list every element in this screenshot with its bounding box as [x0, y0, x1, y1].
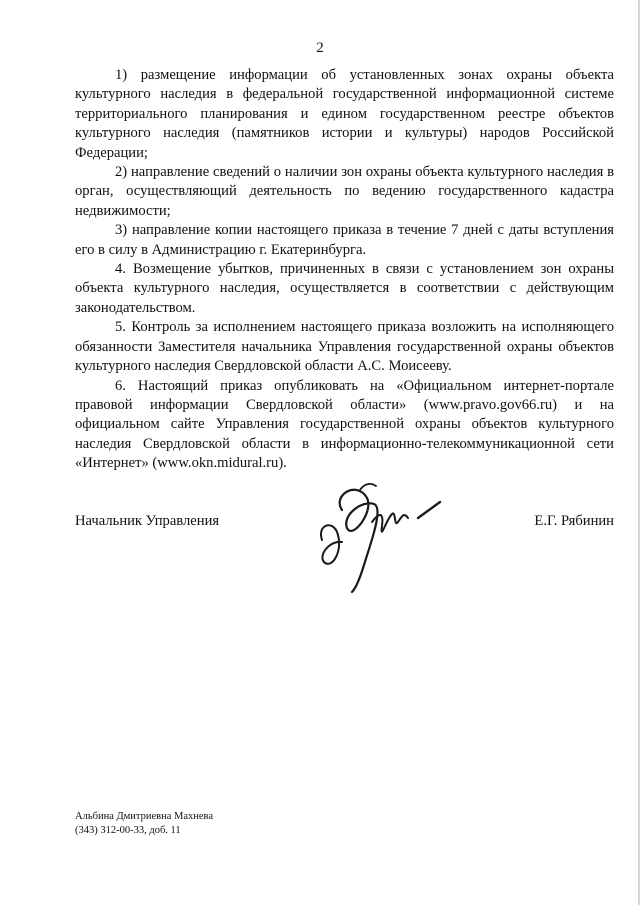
paragraph-item-2: 2) направление сведений о наличии зон охраны объекта культурного наследия в орган, осуществляющий деятельность по ведению государственного кадастра недвижимости; — [75, 164, 614, 219]
handwritten-signature — [312, 470, 452, 600]
paragraph-5-control: 5. Контроль за исполнением настоящего приказа возложить на исполняющего обязанности Заместителя начальника Управления государственной охраны объектов культурного наследия Свердловской области А.С. Моисееву. — [75, 319, 614, 375]
paragraph-6-publication: 6. Настоящий приказ опубликовать на «Официальном интернет-портале правовой информации Свердловской области» (www.pravo.gov66.ru) и на официальном сайте Управления государственной охраны объектов культурного наследия Свердловской области в информационно-телекоммуникационной сети «Интернет» (www.okn.midural.ru). — [75, 377, 614, 472]
page-number: 2 — [316, 40, 324, 56]
signer-name: Е.Г. Рябинин — [534, 513, 614, 529]
contact-info — [75, 810, 213, 837]
paragraph-item-3: 3) направление копии настоящего приказа в течение 7 дней с даты вступления его в силу в Администрацию г. Екатеринбурга. — [75, 222, 614, 258]
contact-person: Альбина Дмитриевна Махнева — [75, 811, 214, 822]
paragraph-4-compensation: 4. Возмещение убытков, причиненных в связи с установлением зон охраны объекта культурного наследия, осуществляется в соответствии с действующим законодательством. — [75, 261, 614, 316]
contact-phone: (343) 312-00-33, доб. 11 — [75, 824, 181, 836]
paragraph-item-1: 1) размещение информации об установленных зонах охраны объекта культурного наследия в федеральной государственной информационной системе территориального планирования и едином государственном реестре объектов культурного наследия (памятников истории и культуры) народов Российской Федерации; — [75, 67, 614, 161]
document-body — [75, 66, 614, 474]
signer-title: Начальник Управления — [75, 513, 220, 529]
